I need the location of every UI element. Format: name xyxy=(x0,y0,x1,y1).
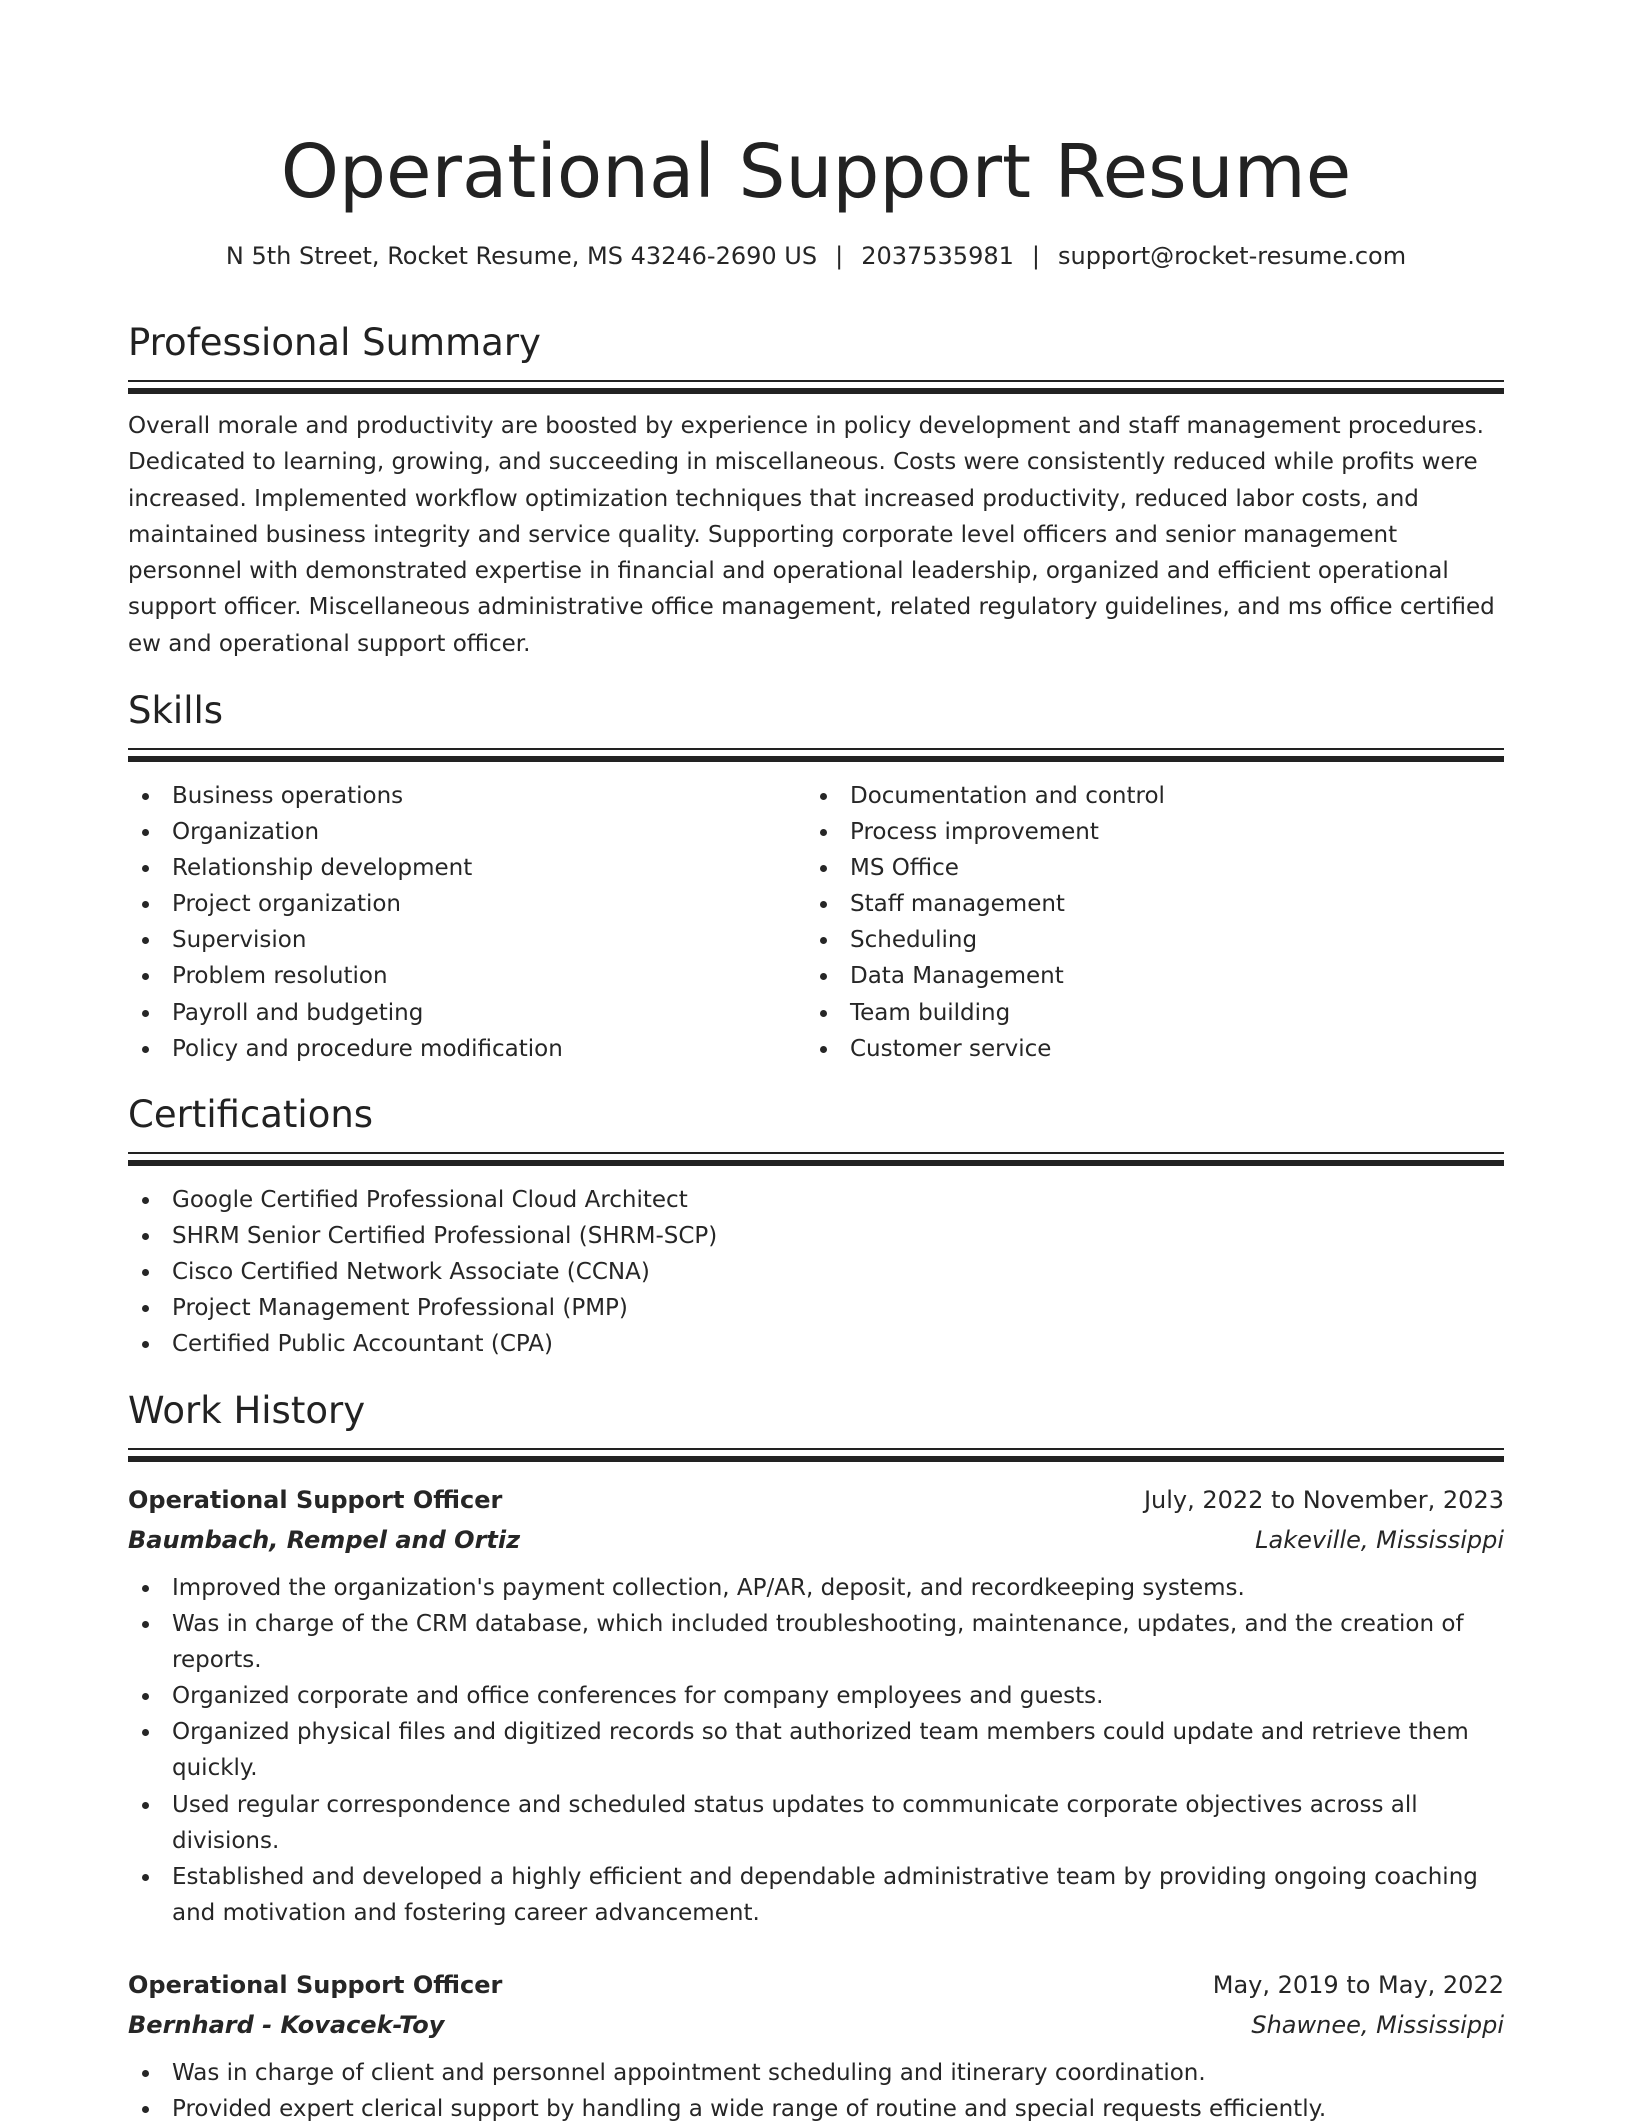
job-bullet: Organized corporate and office conferences for company employees and guests. xyxy=(128,1678,1504,1714)
job-bullet: Provided expert clerical support by handling a wide range of routine and special requests efficiently. xyxy=(128,2091,1504,2127)
skills-heading: Skills xyxy=(128,689,224,732)
skills-section xyxy=(128,686,1504,1067)
certifications-section xyxy=(128,1090,1504,1362)
certification-item: Project Management Professional (PMP) xyxy=(128,1290,1504,1326)
job-bullets xyxy=(128,1570,1504,1931)
job-header-row xyxy=(128,1480,1504,1520)
contact-email: support@rocket-resume.com xyxy=(1057,242,1407,270)
skills-columns xyxy=(128,778,1504,1067)
job-bullet: Was in charge of the CRM database, which included troubleshooting, maintenance, updates, and the creation of reports. xyxy=(128,1606,1504,1678)
job-entry xyxy=(128,1965,1504,2127)
skill-item: Team building xyxy=(806,995,1484,1031)
skill-item: Customer service xyxy=(806,1031,1484,1067)
skill-item: Scheduling xyxy=(806,922,1484,958)
skill-item: Supervision xyxy=(128,922,806,958)
skill-item: MS Office xyxy=(806,850,1484,886)
skills-list-left xyxy=(128,778,806,1067)
job-header-row xyxy=(128,1965,1504,2005)
job-location: Shawnee, Mississippi xyxy=(1251,2010,1504,2039)
skill-item: Problem resolution xyxy=(128,958,806,994)
skill-item: Staff management xyxy=(806,886,1484,922)
certification-item: Cisco Certified Network Associate (CCNA) xyxy=(128,1254,1504,1290)
skill-item: Business operations xyxy=(128,778,806,814)
contact-address: N 5th Street, Rocket Resume, MS 43246-2690 US xyxy=(225,242,818,270)
job-company: Baumbach, Rempel and Ortiz xyxy=(128,1526,521,1554)
summary-section xyxy=(128,318,1504,662)
certifications-heading: Certifications xyxy=(128,1093,374,1136)
certification-item: Certified Public Accountant (CPA) xyxy=(128,1326,1504,1362)
work-history-heading: Work History xyxy=(128,1389,366,1432)
job-bullet: Was in charge of client and personnel appointment scheduling and itinerary coordination. xyxy=(128,2055,1504,2091)
skills-list-right xyxy=(806,778,1484,1067)
job-company: Bernhard - Kovacek-Toy xyxy=(128,2010,445,2039)
skill-item: Project organization xyxy=(128,886,806,922)
job-entry xyxy=(128,1480,1504,1931)
section-rule-thick xyxy=(128,1160,1504,1166)
contact-separator: | xyxy=(835,242,844,270)
job-bullet: Used regular correspondence and scheduled status updates to communicate corporate objectives across all divisions. xyxy=(128,1787,1504,1859)
job-dates: July, 2022 to November, 2023 xyxy=(1143,1486,1504,1514)
skill-item: Payroll and budgeting xyxy=(128,995,806,1031)
job-bullet: Organized physical files and digitized records so that authorized team members could update and retrieve them quickly. xyxy=(128,1714,1504,1786)
certification-item: Google Certified Professional Cloud Architect xyxy=(128,1182,1504,1218)
skill-item: Data Management xyxy=(806,958,1484,994)
section-rule-thick xyxy=(128,756,1504,762)
work-history-section xyxy=(128,1386,1504,2127)
resume-name: Operational Support Resume xyxy=(280,129,1352,215)
section-rule xyxy=(128,1152,1504,1154)
job-title: Operational Support Officer xyxy=(128,1970,503,1999)
job-location: Lakeville, Mississippi xyxy=(1255,1526,1504,1554)
section-rule xyxy=(128,1448,1504,1450)
skill-item: Policy and procedure modification xyxy=(128,1031,806,1067)
skill-item: Organization xyxy=(128,814,806,850)
contact-line xyxy=(128,236,1504,276)
certification-item: SHRM Senior Certified Professional (SHRM-SCP) xyxy=(128,1218,1504,1254)
section-rule-thick xyxy=(128,1456,1504,1462)
skill-item: Documentation and control xyxy=(806,778,1484,814)
skill-item: Process improvement xyxy=(806,814,1484,850)
summary-heading: Professional Summary xyxy=(128,321,541,364)
job-company-row xyxy=(128,1520,1504,1560)
section-rule-thick xyxy=(128,388,1504,394)
job-bullet: Established and developed a highly efficient and dependable administrative team by providing ongoing coaching and motivation and fostering career advancement. xyxy=(128,1859,1504,1931)
job-title: Operational Support Officer xyxy=(128,1486,503,1514)
job-company-row xyxy=(128,2005,1504,2045)
contact-separator: | xyxy=(1031,242,1040,270)
job-bullet: Improved the organization's payment collection, AP/AR, deposit, and recordkeeping systems. xyxy=(128,1570,1504,1606)
skill-item: Relationship development xyxy=(128,850,806,886)
summary-text: Overall morale and productivity are boosted by experience in policy development and staff management procedures. Dedicated to learning, growing, and succeeding in miscellaneous. Costs were consistently reduced while profits were increased. Implemented workflow optimization techniques that increased productivity, reduced labor costs, and maintained business integrity and service quality. Supporting corporate level officers and senior management personnel with demonstrated expertise in financial and operational leadership, organized and efficient operational support officer. Miscellaneous administrative office management, related regulatory guidelines, and ms office certified ew and operational support officer. xyxy=(128,413,1495,657)
job-bullets xyxy=(128,2055,1504,2127)
section-rule xyxy=(128,380,1504,382)
certifications-list xyxy=(128,1182,1504,1362)
section-rule xyxy=(128,748,1504,750)
contact-phone: 2037535981 xyxy=(861,242,1014,270)
job-dates: May, 2019 to May, 2022 xyxy=(1212,1970,1504,1999)
